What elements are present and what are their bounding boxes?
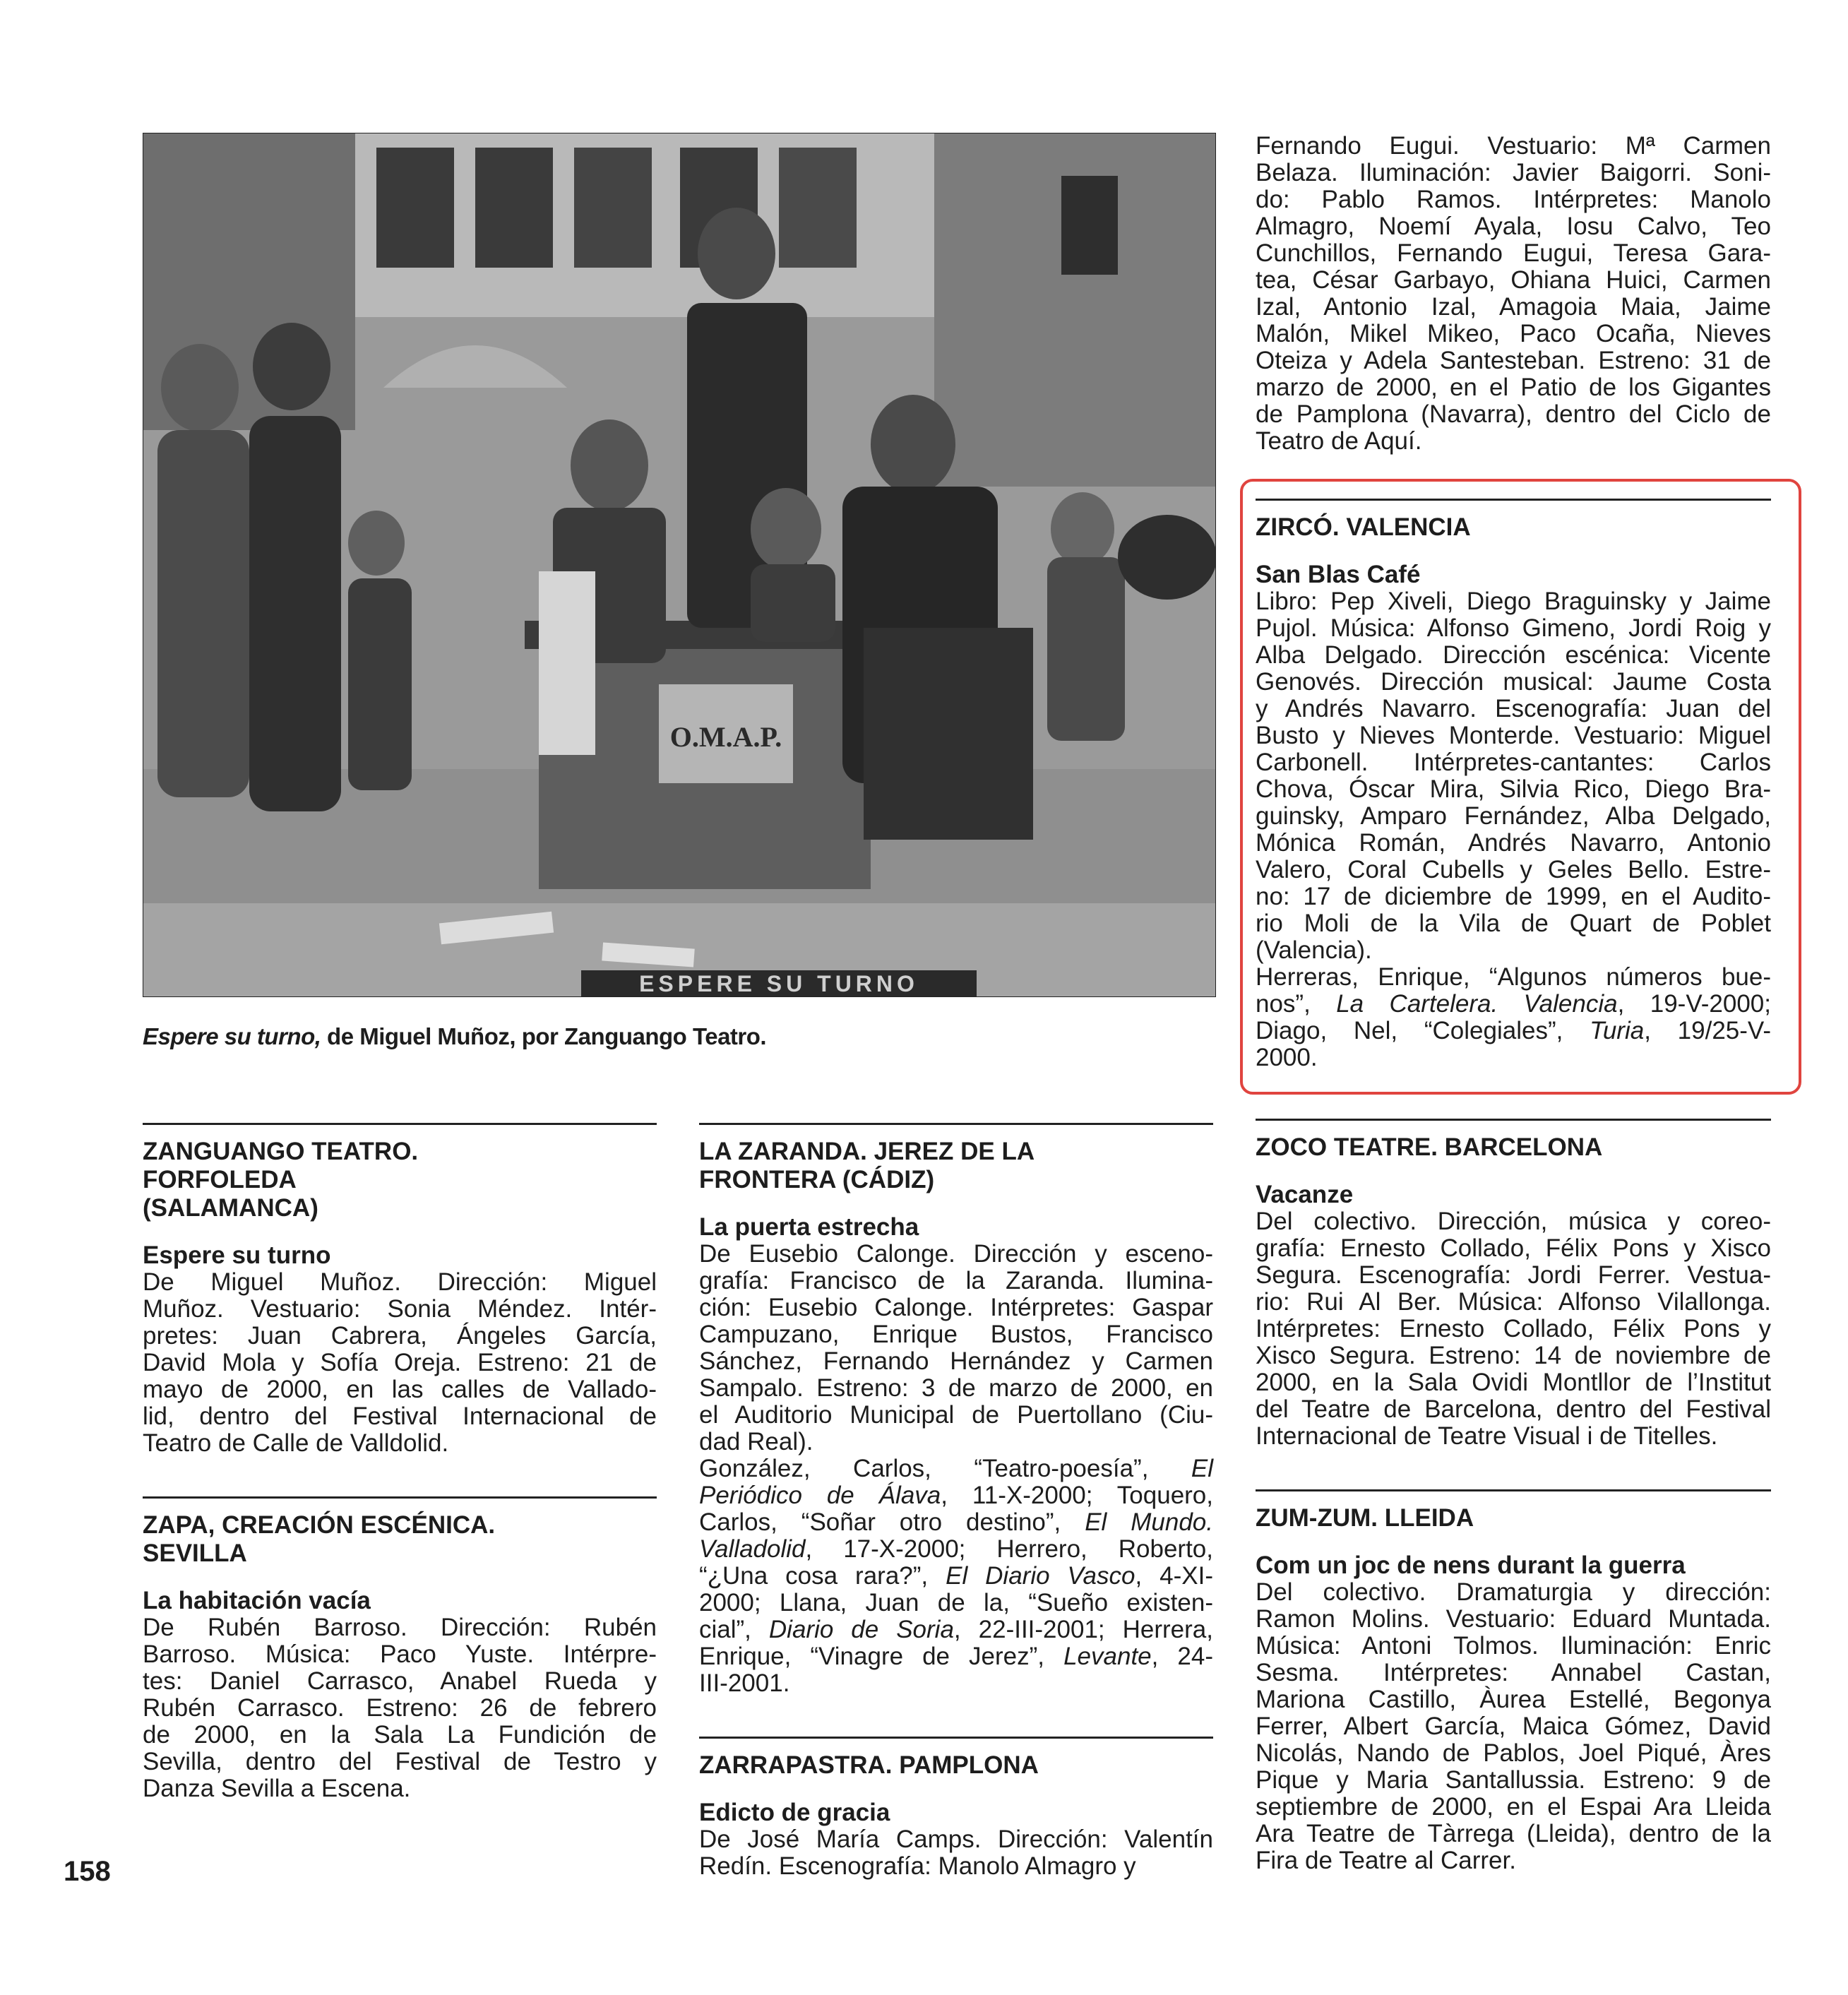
press-reference: 2000. <box>1256 1044 1318 1071</box>
street-theatre-photo <box>143 133 1216 997</box>
photo-caption <box>143 1023 766 1051</box>
text-line: Oteiza y Adela Santesteban. Estreno: 31 de <box>1256 347 1771 374</box>
text-line: Intérpretes: Ernesto Collado, Félix Pons y <box>1256 1315 1771 1342</box>
text-line: tes: Daniel Carrasco, Anabel Rueda y <box>143 1667 657 1695</box>
section-heading: ZOCO TEATRE. BARCELONA <box>1256 1133 1603 1161</box>
text-line: dad Real). <box>699 1428 813 1455</box>
text-line: Ferrer, Albert García, Maica Gómez, David <box>1256 1713 1771 1740</box>
press-reference: III-2001. <box>699 1669 790 1697</box>
press-reference: González, Carlos, “Teatro-poesía”, El <box>699 1455 1213 1482</box>
text-line: Alba Delgado. Dirección escénica: Vicente <box>1256 641 1771 669</box>
column-2 <box>699 1123 1213 1880</box>
text-line: de Pamplona (Navarra), dentro del Ciclo de <box>1256 400 1771 428</box>
section-rule <box>699 1737 1213 1739</box>
text-line: do: Pablo Ramos. Intérpretes: Manolo <box>1256 186 1771 213</box>
press-reference: Enrique, “Vinagre de Jerez”, Levante, 24- <box>699 1643 1213 1670</box>
text-line: (Valencia). <box>1256 936 1372 964</box>
text-line: Del colectivo. Dirección, música y coreo- <box>1256 1208 1771 1235</box>
text-line: Teatro de Calle de Valldolid. <box>143 1429 449 1457</box>
section-heading: ZUM-ZUM. LLEIDA <box>1256 1504 1474 1532</box>
section-rule <box>699 1123 1213 1125</box>
production-title: Edicto de gracia <box>699 1799 890 1826</box>
press-reference: Valladolid, 17-X-2000; Herrero, Roberto, <box>699 1535 1213 1563</box>
text-line: Campuzano, Enrique Bustos, Francisco <box>699 1321 1213 1348</box>
text-line: ción: Eusebio Calonge. Intérpretes: Gaspar <box>699 1294 1213 1321</box>
section-heading: ZAPA, CREACIÓN ESCÉNICA. SEVILLA <box>143 1511 496 1567</box>
press-reference: Periódico de Álava, 11-X-2000; Toquero, <box>699 1482 1213 1509</box>
text-line: 2000, en la Sala Ovidi Montllor de l’Institut <box>1256 1369 1771 1396</box>
banner-text: ESPERE SU TURNO <box>639 971 919 996</box>
text-line: Mónica Román, Andrés Navarro, Antonio <box>1256 829 1771 857</box>
text-line: Sesma. Intérpretes: Annabel Castan, <box>1256 1659 1771 1686</box>
production-title: Vacanze <box>1256 1181 1354 1208</box>
press-reference: 2000; Llana, Juan de la, “Sueño existen- <box>699 1589 1213 1616</box>
text-line: Malón, Mikel Mikeo, Paco Ocaña, Nieves <box>1256 320 1771 347</box>
section-rule <box>143 1123 657 1125</box>
production-credits <box>1256 1579 1771 1874</box>
text-line: grafía: Ernesto Collado, Félix Pons y Xisco <box>1256 1234 1771 1262</box>
text-line: Belaza. Iluminación: Javier Baigorri. Soni- <box>1256 159 1771 186</box>
text-line: Música: Antoni Tolmos. Iluminación: Enric <box>1256 1632 1771 1660</box>
press-reference: Diago, Nel, “Colegiales”, Turia, 19/25-V- <box>1256 1017 1771 1044</box>
text-line: Teatro de Aquí. <box>1256 427 1422 455</box>
text-line: De José María Camps. Dirección: Valentín <box>699 1826 1213 1853</box>
text-line: De Rubén Barroso. Dirección: Rubén <box>143 1614 657 1641</box>
text-line: Ramon Molins. Vestuario: Eduard Muntada. <box>1256 1605 1771 1633</box>
production-credits <box>699 1826 1213 1880</box>
text-line: Pique y Maria Santallussia. Estreno: 9 de <box>1256 1766 1771 1794</box>
text-line: Del colectivo. Dramaturgia y dirección: <box>1256 1578 1771 1606</box>
production-title: Com un joc de nens durant la guerra <box>1256 1552 1686 1579</box>
text-line: lid, dentro del Festival Internacional de <box>143 1403 657 1430</box>
text-line: septiembre de 2000, en el Espai Ara Lleida <box>1256 1793 1771 1821</box>
text-line: Barroso. Música: Paco Yuste. Intérpre- <box>143 1640 657 1668</box>
production-title: San Blas Café <box>1256 561 1421 588</box>
text-line: Almagro, Noemí Ayala, Iosu Calvo, Teo <box>1256 213 1771 240</box>
section-heading: ZARRAPASTRA. PAMPLONA <box>699 1751 1039 1779</box>
text-line: tea, César Garbayo, Ohiana Huici, Carmen <box>1256 266 1771 294</box>
text-line: del Teatre de Barcelona, dentro del Festival <box>1256 1395 1771 1423</box>
desk-sign-text: O.M.A.P. <box>669 721 782 753</box>
continuation-text <box>1256 133 1771 455</box>
production-title: Espere su turno <box>143 1241 331 1269</box>
press-reference: “¿Una cosa rara?”, El Diario Vasco, 4-XI- <box>699 1562 1214 1590</box>
section-zirco <box>1256 499 1771 1071</box>
production-credits <box>143 1269 657 1457</box>
caption-rest: de Miguel Muñoz, por Zanguango Teatro. <box>321 1023 767 1049</box>
text-line: Busto y Nieves Monterde. Vestuario: Miguel <box>1256 722 1771 749</box>
text-line: no: 17 de diciembre de 1999, en el Audito- <box>1256 883 1771 910</box>
text-line: Xisco Segura. Estreno: 14 de noviembre de <box>1256 1342 1771 1369</box>
section-rule <box>143 1496 657 1499</box>
text-line: Carbonell. Intérpretes-cantantes: Carlos <box>1256 749 1771 776</box>
production-title: La puerta estrecha <box>699 1213 919 1241</box>
section-rule <box>1256 499 1771 501</box>
press-reference: nos”, La Cartelera. Valencia, 19-V-2000; <box>1256 990 1771 1018</box>
text-line: Rubén Carrasco. Estreno: 26 de febrero <box>143 1694 657 1722</box>
text-line: Ara Teatre de Tàrrega (Lleida), dentro de la <box>1256 1820 1771 1847</box>
production-credits <box>1256 588 1771 964</box>
text-line: de 2000, en la Sala La Fundición de <box>143 1721 657 1749</box>
production-credits <box>699 1241 1213 1455</box>
text-line: Redín. Escenografía: Manolo Almagro y <box>699 1852 1136 1880</box>
text-line: rio: Rui Al Ber. Música: Alfonso Vilallonga. <box>1256 1288 1771 1316</box>
text-line: Internacional de Teatre Visual i de Titelles. <box>1256 1422 1718 1450</box>
section-rule <box>1256 1489 1771 1491</box>
text-line: Chova, Óscar Mira, Silvia Rico, Diego Bra- <box>1256 775 1771 803</box>
caption-title: Espere su turno, <box>143 1023 321 1049</box>
column-1 <box>143 1123 657 1802</box>
text-line: De Eusebio Calonge. Dirección y esceno- <box>699 1240 1213 1268</box>
production-credits <box>143 1614 657 1802</box>
press-reference: cial”, Diario de Soria, 22-III-2001; Herrera, <box>699 1616 1213 1643</box>
text-line: Fira de Teatre al Carrer. <box>1256 1847 1516 1874</box>
text-line: Valero, Coral Cubells y Geles Bello. Estre- <box>1256 856 1771 883</box>
section-heading: ZANGUANGO TEATRO. FORFOLEDA (SALAMANCA) <box>143 1138 419 1222</box>
text-line: Nicolás, Nando de Pablos, Joel Piqué, Àres <box>1256 1739 1771 1767</box>
press-reference: Herreras, Enrique, “Algunos números bue- <box>1256 963 1771 991</box>
text-line: Sampalo. Estreno: 3 de marzo de 2000, en <box>699 1374 1213 1402</box>
text-line: grafía: Francisco de la Zaranda. Ilumina- <box>699 1267 1213 1294</box>
text-line: pretes: Juan Cabrera, Ángeles García, <box>143 1322 657 1350</box>
text-line: Fernando Eugui. Vestuario: Mª Carmen <box>1256 132 1771 160</box>
text-line: Pujol. Música: Alfonso Gimeno, Jordi Roig y <box>1256 614 1771 642</box>
text-line: guinsky, Amparo Fernández, Alba Delgado, <box>1256 802 1771 830</box>
column-3 <box>1256 1119 1771 1874</box>
text-line: Danza Sevilla a Escena. <box>143 1775 411 1802</box>
section-rule <box>1256 1119 1771 1121</box>
text-line: marzo de 2000, en el Patio de los Gigantes <box>1256 374 1771 401</box>
text-line: Segura. Escenografía: Jordi Ferrer. Vestua- <box>1256 1261 1771 1289</box>
production-credits <box>1256 1208 1771 1450</box>
text-line: el Auditorio Municipal de Puertollano (Ciu- <box>699 1401 1213 1429</box>
text-line: Libro: Pep Xiveli, Diego Braguinsky y Jaime <box>1256 588 1771 615</box>
text-line: Izal, Antonio Izal, Amagoia Maia, Jaime <box>1256 293 1771 321</box>
press-reference: Carlos, “Soñar otro destino”, El Mundo. <box>699 1508 1213 1536</box>
section-heading: ZIRCÓ. VALENCIA <box>1256 513 1471 541</box>
text-line: Sánchez, Fernando Hernández y Carmen <box>699 1347 1213 1375</box>
text-line: Mariona Castillo, Àurea Estellé, Begonya <box>1256 1686 1771 1713</box>
text-line: Muñoz. Vestuario: Sonia Méndez. Intér- <box>143 1295 657 1323</box>
section-heading: LA ZARANDA. JEREZ DE LA FRONTERA (CÁDIZ) <box>699 1138 1035 1193</box>
text-line: rio Moli de la Vila de Quart de Poblet <box>1256 910 1771 937</box>
text-line: De Miguel Muñoz. Dirección: Miguel <box>143 1268 657 1296</box>
production-title: La habitación vacía <box>143 1587 371 1614</box>
text-line: Cunchillos, Fernando Eugui, Teresa Gara- <box>1256 239 1771 267</box>
text-line: Sevilla, dentro del Festival de Testro y <box>143 1748 657 1775</box>
page-number: 158 <box>64 1856 111 1887</box>
text-line: y Andrés Navarro. Escenografía: Juan del <box>1256 695 1771 722</box>
text-line: David Mola y Sofía Oreja. Estreno: 21 de <box>143 1349 657 1376</box>
text-line: Genovés. Dirección musical: Jaume Costa <box>1256 668 1771 696</box>
text-line: mayo de 2000, en las calles de Vallado- <box>143 1376 657 1403</box>
